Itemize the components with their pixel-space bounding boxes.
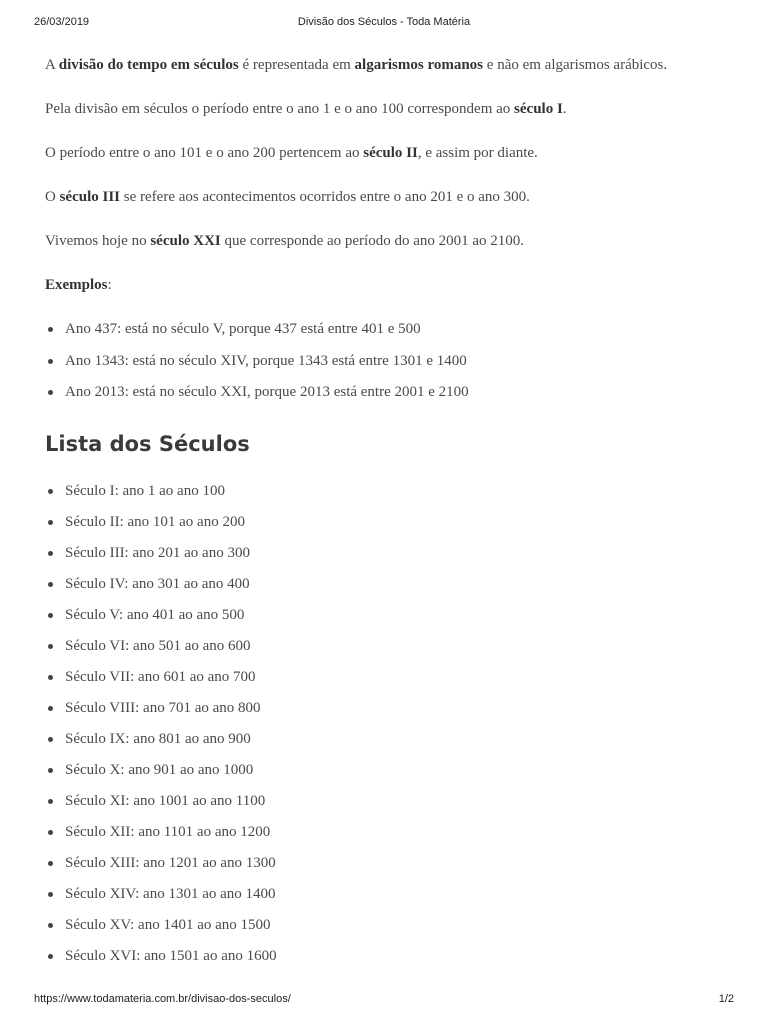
list-item-text: Ano 2013: está no século XXI, porque 2013 está entre 2001 e 2100 xyxy=(65,384,469,400)
bullet-icon xyxy=(48,613,53,618)
bullet-icon xyxy=(48,768,53,773)
bullet-icon xyxy=(48,954,53,959)
bullet-icon xyxy=(48,830,53,835)
list-item-text: Século XII: ano 1101 ao ano 1200 xyxy=(65,824,271,840)
bullet-icon xyxy=(48,706,53,711)
bullet-icon xyxy=(48,359,53,364)
bullet-icon xyxy=(48,520,53,525)
intro-paragraph-5: Vivemos hoje no século XXI que corresponde ao período do ano 2001 ao 2100. xyxy=(45,233,525,249)
bullet-icon xyxy=(48,390,53,395)
list-item-text: Século V: ano 401 ao ano 500 xyxy=(65,607,245,623)
print-title: Divisão dos Séculos - Toda Matéria xyxy=(297,16,471,28)
page-url: https://www.todamateria.com.br/divisao-dos-seculos/ xyxy=(34,993,291,1005)
bullet-icon xyxy=(48,489,53,494)
list-item-text: Ano 1343: está no século XIV, porque 1343 está entre 1301 e 1400 xyxy=(65,353,467,369)
bullet-icon xyxy=(48,675,53,680)
bullet-icon xyxy=(48,327,53,332)
list-item-text: Ano 437: está no século V, porque 437 está entre 401 e 500 xyxy=(65,321,421,337)
list-item-text: Século II: ano 101 ao ano 200 xyxy=(65,514,245,530)
bullet-icon xyxy=(48,551,53,556)
bullet-icon xyxy=(48,737,53,742)
intro-paragraph-1: A divisão do tempo em séculos é representada em algarismos romanos e não em algarismos arábicos. xyxy=(45,57,668,73)
list-item-text: Século IX: ano 801 ao ano 900 xyxy=(65,731,251,747)
page-number: 1/2 xyxy=(718,993,734,1005)
intro-paragraph-4: O século III se refere aos acontecimentos ocorridos entre o ano 201 e o ano 300. xyxy=(45,189,530,205)
list-item-text: Século VIII: ano 701 ao ano 800 xyxy=(65,700,261,716)
bullet-icon xyxy=(48,923,53,928)
list-item-text: Século III: ano 201 ao ano 300 xyxy=(65,545,250,561)
bullet-icon xyxy=(48,799,53,804)
examples-label: Exemplos: xyxy=(45,277,112,293)
list-item-text: Século X: ano 901 ao ano 1000 xyxy=(65,762,254,778)
bullet-icon xyxy=(48,582,53,587)
list-item-text: Século I: ano 1 ao ano 100 xyxy=(65,483,225,499)
intro-paragraph-3: O período entre o ano 101 e o ano 200 pertencem ao século II, e assim por diante. xyxy=(45,145,538,161)
list-item-text: Século XVI: ano 1501 ao ano 1600 xyxy=(65,948,277,964)
list-item-text: Século XI: ano 1001 ao ano 1100 xyxy=(65,793,266,809)
list-item-text: Século XIII: ano 1201 ao ano 1300 xyxy=(65,855,276,871)
bullet-icon xyxy=(48,892,53,897)
bullet-icon xyxy=(48,644,53,649)
list-item-text: Século VI: ano 501 ao ano 600 xyxy=(65,638,251,654)
list-item-text: Século IV: ano 301 ao ano 400 xyxy=(65,576,250,592)
list-item-text: Século XIV: ano 1301 ao ano 1400 xyxy=(65,886,276,902)
print-date: 26/03/2019 xyxy=(34,16,90,28)
intro-paragraph-2: Pela divisão em séculos o período entre o ano 1 e o ano 100 correspondem ao século I. xyxy=(45,101,567,117)
section-heading: Lista dos Séculos xyxy=(45,432,250,456)
bullet-icon xyxy=(48,861,53,866)
list-item-text: Século VII: ano 601 ao ano 700 xyxy=(65,669,256,685)
list-item-text: Século XV: ano 1401 ao ano 1500 xyxy=(65,917,271,933)
